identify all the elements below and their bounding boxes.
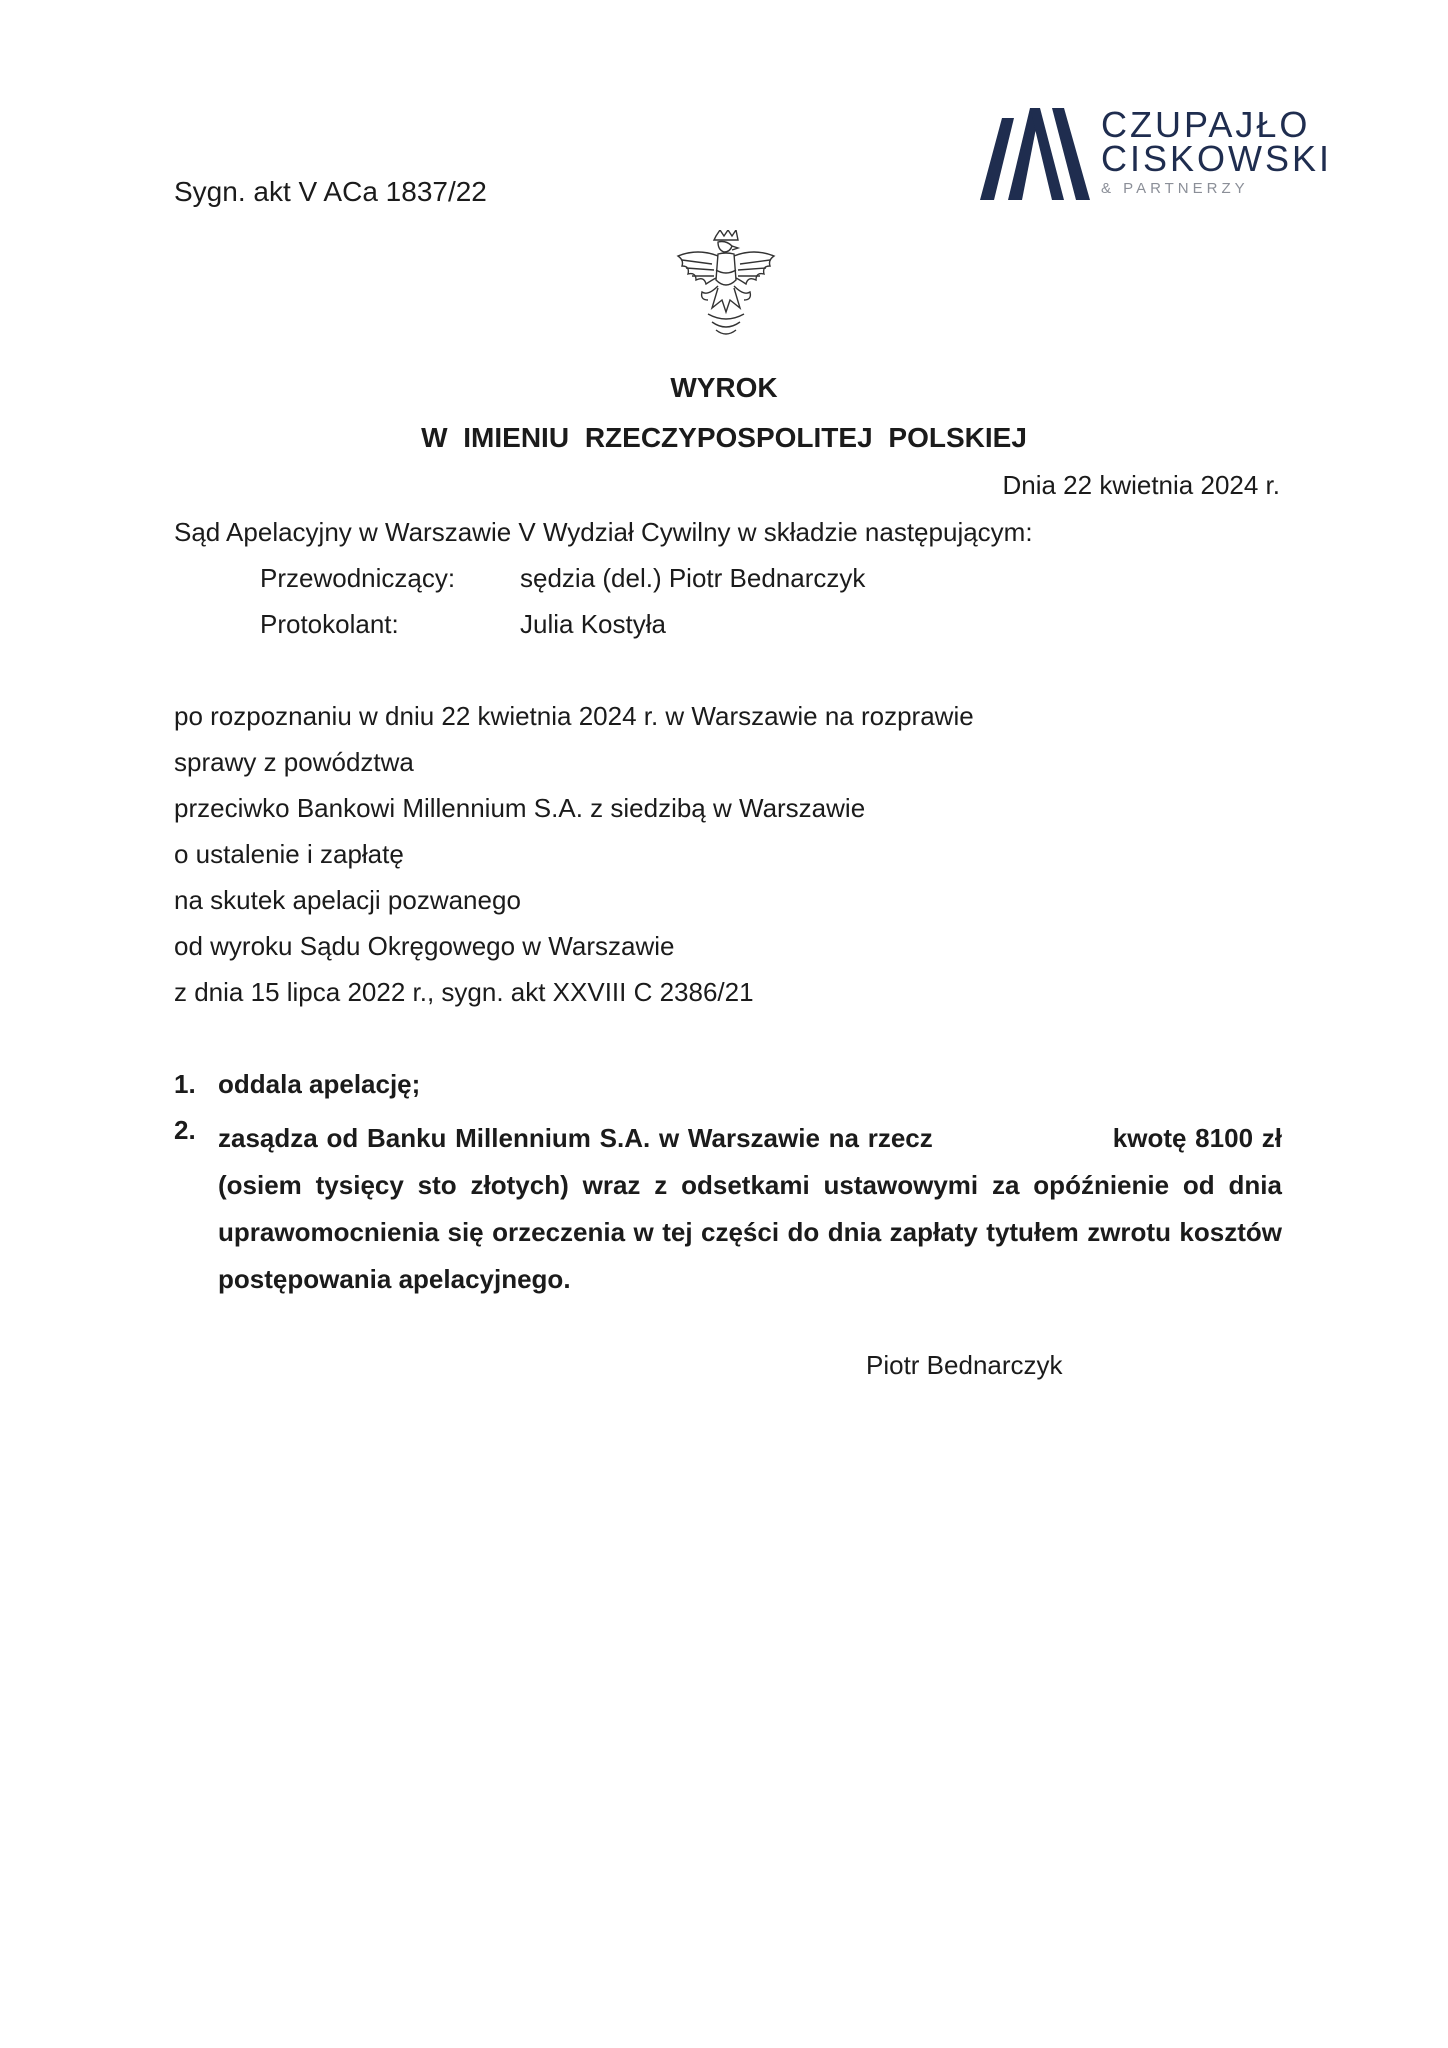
court-composition-intro: Sąd Apelacyjny w Warszawie V Wydział Cywilny w składzie następującym:: [174, 517, 1033, 547]
logo-line-3: & PARTNERZY: [1101, 180, 1249, 197]
case-line: na skutek apelacji pozwanego: [174, 885, 521, 915]
case-line: o ustalenie i zapłatę: [174, 839, 404, 869]
logo-line-1: CZUPAJŁO: [1101, 104, 1311, 145]
chair-label: Przewodniczący:: [260, 563, 456, 593]
ruling-number: 1.: [174, 1069, 196, 1099]
logo-line-2: CISKOWSKI: [1101, 138, 1333, 179]
judge-signature: Piotr Bednarczyk: [866, 1350, 1063, 1380]
case-line: po rozpoznaniu w dniu 22 kwietnia 2024 r. w Warszawie na rozprawie: [174, 701, 974, 731]
judgment-subtitle: W IMIENIU RZECZYPOSPOLITEJ POLSKIEJ: [421, 422, 1027, 453]
case-line: od wyroku Sądu Okręgowego w Warszawie: [174, 931, 675, 961]
ruling-number: 2.: [174, 1115, 196, 1145]
ruling-item-1: oddala apelację;: [218, 1069, 421, 1099]
ruling-item-2-part1: zasądza od Banku Millennium S.A. w Warszawie na rzecz: [218, 1123, 933, 1153]
logo-mark-icon: [980, 104, 1098, 204]
judgment-title: WYROK: [670, 372, 778, 403]
chair-value: sędzia (del.) Piotr Bednarczyk: [520, 563, 866, 593]
case-number: Sygn. akt V ACa 1837/22: [174, 176, 487, 207]
ruling-item-2: [218, 1115, 1282, 1303]
case-line: przeciwko Bankowi Millennium S.A. z siedzibą w Warszawie: [174, 793, 866, 823]
clerk-label: Protokolant:: [260, 609, 399, 639]
ruling-item-2-part2: kwotę 8100 zł (osiem tysięcy sto złotych) wraz z odsetkami ustawowymi za opóźnienie od dnia uprawomocnienia się orzeczenia w tej części do dnia zapłaty tytułem zwrotu kosztów postępowania apelacyjnego.: [218, 1123, 1282, 1294]
case-line: z dnia 15 lipca 2022 r., sygn. akt XXVIII C 2386/21: [174, 977, 754, 1007]
law-firm-logo: [980, 104, 1340, 204]
judgment-date: Dnia 22 kwietnia 2024 r.: [1002, 470, 1280, 500]
case-line: sprawy z powództwa: [174, 747, 414, 777]
clerk-value: Julia Kostyła: [520, 609, 666, 639]
polish-eagle-icon: [672, 230, 780, 342]
